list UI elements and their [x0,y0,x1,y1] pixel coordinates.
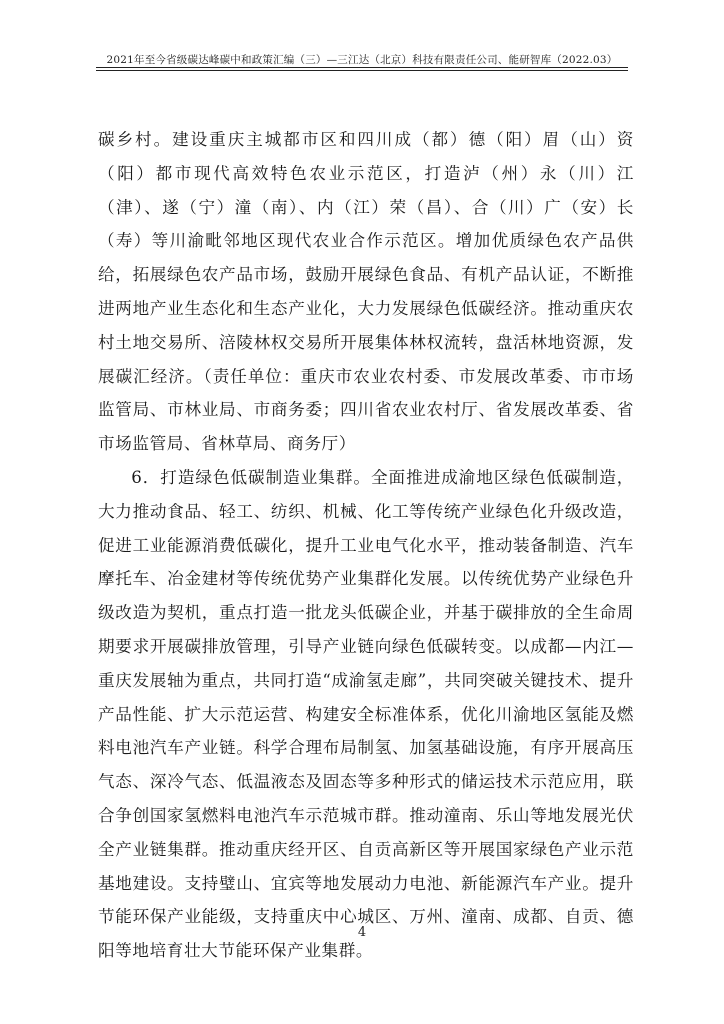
body-text [98,123,634,968]
header-rule-thin [96,70,628,71]
running-header: 2021年至今省级碳达峰碳中和政策汇编（三）—三江达（北京）科技有限责任公司、能研智库（2022.03） [106,54,618,66]
page-number: 4 [357,925,367,940]
paragraph-section-6: 6．打造绿色低碳制造业集群。全面推进成渝地区绿色低碳制造，大力推动食品、轻工、纺织、机械、化工等传统产业绿色化升级改造，促进工业能源消费低碳化，提升工业电气化水平，推动装备制造、汽车摩托车、冶金建材等传统优势产业集群化发展。以传统优势产业绿色升级改造为契机，重点打造一批龙头低碳企业，并基于碳排放的全生命周期要求开展碳排放管理，引导产业链向绿色低碳转变。以成都—内江—重庆发展轴为重点，共同打造“成渝氢走廊”，共同突破关键技术、提升产品性能、扩大示范运营、构建安全标准体系，优化川渝地区氢能及燃料电池汽车产业链。科学合理布局制氢、加氢基础设施，有序开展高压气态、深冷气态、低温液态及固态等多种形式的储运技术示范应用，联合争创国家氢燃料电池汽车示范城市群。推动潼南、乐山等地发展光伏全产业链集群。推动重庆经开区、自贡高新区等开展国家绿色产业示范基地建设。支持璧山、宜宾等地发展动力电池、新能源汽车产业。提升节能环保产业能级，支持重庆中心城区、万州、潼南、成都、自贡、德阳等地培育壮大节能环保产业集群。 [98,467,634,961]
header-rule [96,67,628,68]
paragraph-continued: 碳乡村。建设重庆主城都市区和四川成（都）德（阳）眉（山）资（阳）都市现代高效特色农业示范区，打造泸（州）永（川）江（津）、遂（宁）潼（南）、内（江）荣（昌）、合（川）广（安）长（寿）等川渝毗邻地区现代农业合作示范区。增加优质绿色农产品供给，拓展绿色农产品市场，鼓励开展绿色食品、有机产品认证，不断推进两地产业生态化和生态产业化，大力发展绿色低碳经济。推动重庆农村土地交易所、涪陵林权交易所开展集体林权流转，盘活林地资源，发展碳汇经济。（责任单位：重庆市农业农村委、市发展改革委、市市场监管局、市林业局、市商务委；四川省农业农村厅、省发展改革委、省市场监管局、省林草局、商务厅） [98,130,634,454]
